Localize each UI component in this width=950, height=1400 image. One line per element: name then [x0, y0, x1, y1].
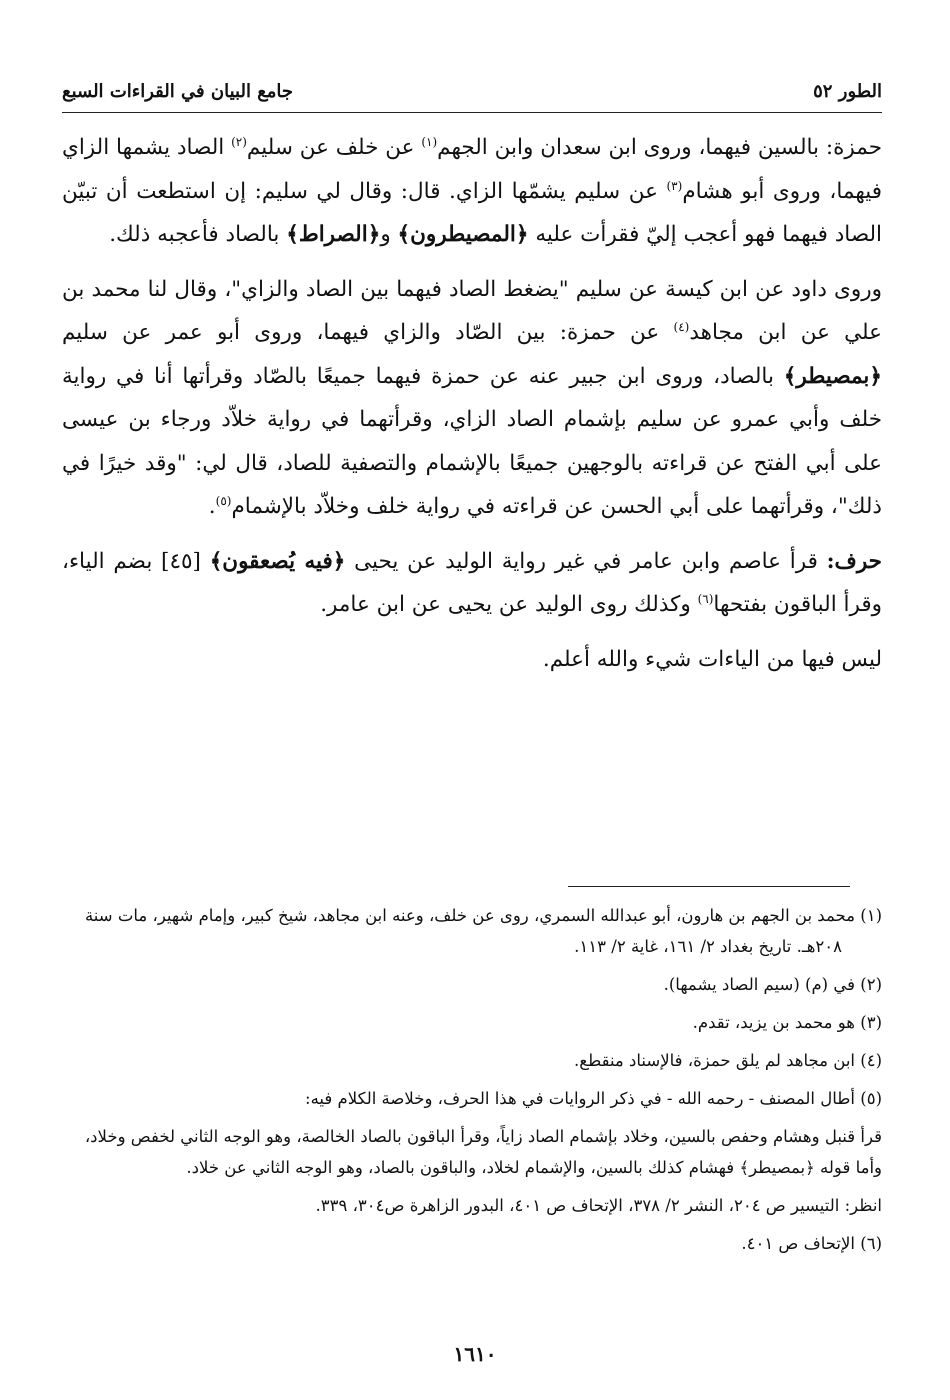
quran-word-yusaqun: ﴿فيه يُصعقون﴾	[209, 548, 346, 574]
text-run: و	[380, 222, 398, 247]
text-run: بالصاد، وروى ابن جبير عنه عن حمزة فيهما جميعًا بالصّاد وقرأتها أنا في رواية خلف وأبي عمرو عن سليم بإشمام الصاد الزاي، وقرأتهما في رواية خلاّد ورجاء بن عيسى على أبي الفتح عن قراءته بالوجهين جميعًا بالإشمام والتصفية للصاد، قال لي: "وقد خيرًا في ذلك"، وقرأتهما على أبي الحسن عن قراءته في رواية خلف وخلاّد بالإشمام	[62, 363, 882, 519]
page-number: ١٦١٠	[453, 1342, 497, 1366]
footnote-4: (٤) ابن مجاهد لم يلق حمزة، فالإسناد منقطع.	[574, 1051, 882, 1070]
footnote-ref-4[interactable]: (٤)	[673, 319, 690, 334]
footnote-6: (٦) الإتحاف ص ٤٠١.	[741, 1234, 882, 1253]
text-run: بالصاد فأعجبه ذلك.	[109, 222, 287, 247]
paragraph-3	[62, 540, 882, 627]
header-book-title: جامع البيان في القراءات السبع	[62, 80, 294, 102]
paragraph-4: ليس فيها من الياءات شيء والله أعلم.	[542, 646, 882, 672]
text-run: قرأ عاصم وابن عامر في غير رواية الوليد عن يحيى	[345, 548, 827, 574]
text-run: وكذلك روى الوليد عن يحيى عن ابن عامر.	[320, 592, 698, 617]
text-run: وروى داود عن ابن كيسة عن سليم "يضغط الصاد فيهما بين الصاد والزاي"، وقال لنا محمد بن علي عن ابن مجاهد	[62, 276, 882, 345]
paragraph-1	[62, 126, 882, 257]
footnote-1: (١) محمد بن الجهم بن هارون، أبو عبدالله السمري، روى عن خلف، وعنه ابن مجاهد، شيخ كبير، وإمام شهير، مات سنة ٢٠٨هـ. تاريخ بغداد ٢/ ١٦١، غاية ٢/ ١١٣.	[84, 906, 882, 956]
text-run: عن حمزة: بين الصّاد والزاي فيهما، وروى أبو عمر عن سليم	[62, 320, 674, 345]
footnote-ref-6[interactable]: (٦)	[697, 591, 714, 606]
footnote-5-summary: قرأ قنبل وهشام وحفص بالسين، وخلاد بإشمام الصاد زاياً، وقرأ الباقون بالصاد الخالصة، وهو الوجه الثاني لخفص وخلاد، وأما قوله ﴿بمصيطر﴾ فهشام كذلك بالسين، والإشمام لخلاد، والباقون بالصاد، وهو الوجه الثاني عن خلاد.	[84, 1127, 882, 1177]
harf-label: حرف:	[826, 548, 882, 574]
text-run: عن خلف عن سليم	[246, 135, 422, 160]
footnote-ref-3[interactable]: (٣)	[666, 178, 683, 193]
quran-word-musaytirun: ﴿المصيطرون﴾	[397, 222, 529, 247]
footnote-ref-5[interactable]: (٥)	[215, 493, 232, 508]
running-header	[62, 76, 882, 106]
header-page-label: الطور ٥٢	[813, 80, 882, 102]
text-run: .	[208, 494, 216, 519]
main-text	[62, 126, 882, 681]
header-rule	[62, 112, 882, 113]
text-run: [٤٥] بضم الياء، وقرأ الباقون بفتحها	[62, 548, 882, 617]
text-run: عن سليم يشمّها الزاي. قال: وقال لي سليم: إن استطعت أن تبيّن الصاد فيهما فهو أعجب إليّ فقرأت عليه	[62, 178, 882, 247]
footnote-2: (٢) في (م) (سيم الصاد يشمها).	[663, 975, 882, 994]
paragraph-2	[62, 268, 882, 529]
footnote-ref-2[interactable]: (٢)	[231, 134, 247, 149]
footnotes	[62, 900, 882, 1266]
quran-word-sirat: ﴿الصراط﴾	[286, 222, 381, 247]
text-run: الصاد يشمها الزاي فيهما، وروى أبو هشام	[62, 135, 882, 204]
footnote-5-references: انظر: التيسير ص ٢٠٤، النشر ٢/ ٣٧٨، الإتحاف ص ٤٠١، البدور الزاهرة ص٣٠٤، ٣٣٩.	[315, 1196, 882, 1215]
quran-word-bimusaytir: ﴿بمصيطر﴾	[783, 363, 882, 389]
footnote-ref-1[interactable]: (١)	[421, 134, 438, 149]
footnote-3: (٣) هو محمد بن يزيد، تقدم.	[692, 1013, 882, 1032]
footnote-5: (٥) أطال المصنف - رحمه الله - في ذكر الروايات في هذا الحرف، وخلاصة الكلام فيه:	[305, 1089, 882, 1108]
footnote-separator	[568, 886, 850, 887]
text-run: حمزة: بالسين فيهما، وروى ابن سعدان وابن الجهم	[437, 135, 882, 160]
